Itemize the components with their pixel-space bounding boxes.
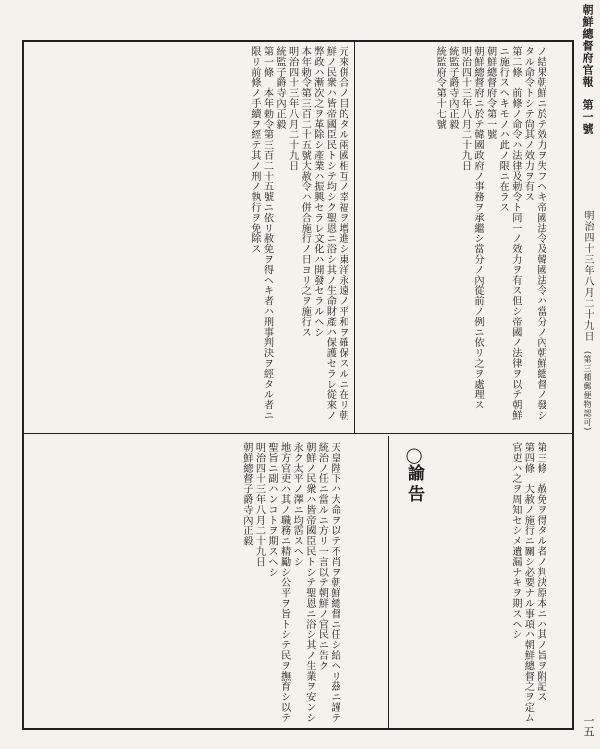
notice-heading-text: 諭告 xyxy=(404,464,424,506)
issue-date: 明治四十三年八月二十九日 xyxy=(582,209,593,342)
page-frame xyxy=(22,40,574,730)
upper-right-column: ノ結果朝鮮ニ於テ效力ヲ失フヘキ帝國法令及韓國法令ハ當分ノ內朝鮮總督ノ發シタル命令トシテ尙其ノ效力ヲ有ス 第二條 前條ノ命令ハ法律及勅令ト同一ノ效力ヲ有ス但シ帝國ノ法律ヲ以テ朝鮮ニ施行スヘキモノハ此ノ限ニ在ラス 朝鮮總督府令第一號 朝鮮總督府ニ於テ韓國政府ノ事務ヲ承繼シ當分ノ內從前ノ例ニ依リ之ヲ處理ス 明治四十三年八月二十九日 統監子爵寺內正毅 統監府令第十七號 xyxy=(434,46,546,421)
page-number: 一五 xyxy=(582,715,595,737)
masthead xyxy=(578,4,596,431)
upper-left-column: 元來併合ノ目的タル兩國相互ノ幸福ヲ增進シ東洋永遠ノ平和ヲ確保スルニ在リ朝鮮ノ民衆ハ皆帝國臣民トシテ均シク聖恩ニ浴シ其ノ生命財產ハ保護セラレ從來ノ弊政ハ漸次之ヲ革除シ產業ハ振興セラレ文化ハ開發セラルヘシ 本年勅令第三百二十五號大赦令ハ併合施行ノ日ヨリ之ヲ施行ス 明治四十三年八月二十九日 統監子爵寺內正毅 第一條 本年勅令第三百二十五號ニ依リ赦免ヲ得ヘキ者ハ刑事判決ヲ經タル者ニ限リ前條ノ手續ヲ經テ其ノ刑ノ執行ヲ免除ス xyxy=(248,46,348,421)
column-divider xyxy=(354,42,355,433)
issue-number: 第一號 xyxy=(581,98,594,135)
upper-half xyxy=(24,42,572,434)
circle-mark-icon: ◯ xyxy=(405,446,423,464)
column-divider xyxy=(388,436,389,728)
notice-heading xyxy=(398,446,430,506)
gazette-title: 朝鮮總督府官報 xyxy=(581,4,594,88)
lower-left-column: 天皇陛下ハ大命ヲ以テ不肖ヲ朝鮮總督ニ任シ給ヘリ茲ニ謹テ統治ノ任ニ當ルニ方リ一言以テ朝鮮ノ官民ニ告ク 朝鮮ノ民衆ハ皆帝國臣民トシテ聖恩ニ浴シ其ノ生業ヲ安ンシ永ク太平ノ澤ニ均霑スヘシ 地方官吏ハ其ノ職務ニ精勵シ公平ヲ旨トシテ民ヲ撫育シ以テ聖旨ニ副ハンコトヲ期スヘシ 明治四十三年八月二十九日 朝鮮總督子爵寺內正毅 xyxy=(240,442,340,723)
lower-right-column: 第三條 赦免ヲ得タル者ノ判決原本ニハ其ノ旨ヲ附記ス 第四條 大赦ノ施行ニ關シ必要ナル事項ハ朝鮮總督之ヲ定ム 官吏ハ之ヲ周知セシメ遺漏ナキヲ期スヘシ xyxy=(509,442,546,723)
postal-permit: (第三種郵便物認可) xyxy=(583,350,592,431)
lower-half xyxy=(24,436,572,728)
